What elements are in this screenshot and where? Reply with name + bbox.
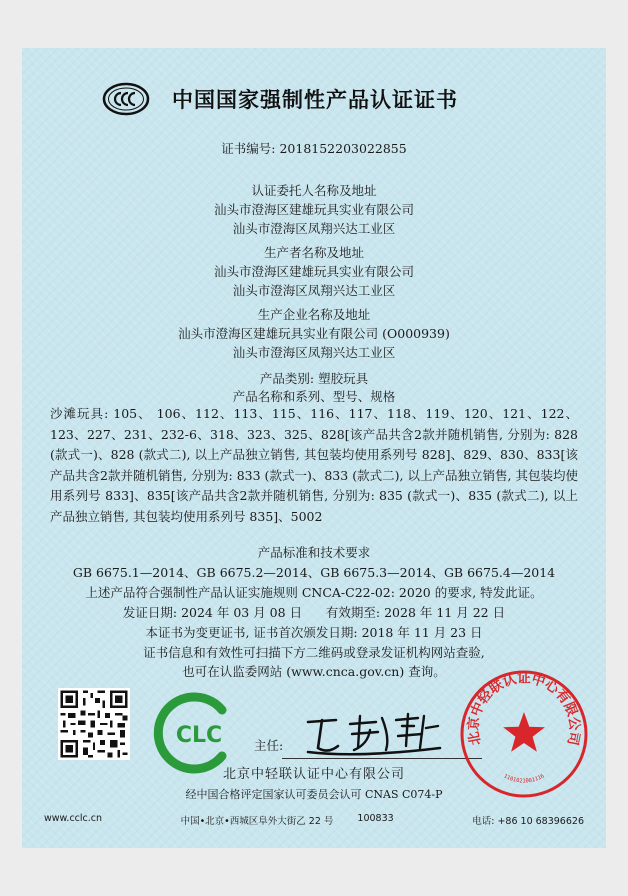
clc-logo <box>152 688 242 778</box>
product-category: 产品类别: 塑胶玩具 <box>259 371 369 386</box>
footer-postcode: 100833 <box>357 813 394 824</box>
qr-code[interactable] <box>58 688 130 760</box>
query-note: 证书信息和有效性可扫描下方二维码或登录发证机构网站查验, <box>143 645 485 660</box>
accreditation: 经中国合格评定国家认可委员会认可 CNAS C074-P <box>185 788 443 801</box>
seal-code: 1101021001116 <box>502 773 546 785</box>
query-note-cnca: 也可在认监委网站 (www.cnca.gov.cn) 查询。 <box>182 664 446 679</box>
client-heading: 认证委托人名称及地址 <box>251 183 377 198</box>
footer-address: 中国•北京•西城区阜外大街乙 22 号 <box>180 816 334 827</box>
ccc-logo <box>102 82 150 116</box>
official-seal <box>458 668 590 800</box>
certificate <box>22 48 606 848</box>
signature-label: 主任: <box>254 738 284 753</box>
issuing-body: 北京中轻联认证中心有限公司 <box>222 767 405 782</box>
clc-logo-text: CLC <box>175 723 223 748</box>
certificate-number: 证书编号: 2018152203022855 <box>221 141 407 156</box>
compliance-statement: 上述产品符合强制性产品认证实施规则 CNCA-C22-02: 2020 的要求, 特发此证。 <box>85 585 543 600</box>
footer-phone: 电话: +86 10 68396626 <box>472 816 584 827</box>
factory-heading: 生产企业名称及地址 <box>257 307 371 322</box>
footer <box>44 813 584 827</box>
product-heading: 产品名称和系列、型号、规格 <box>232 389 396 404</box>
factory-address: 汕头市澄海区凤翔兴达工业区 <box>232 345 396 360</box>
client-address: 汕头市澄海区凤翔兴达工业区 <box>232 221 396 236</box>
standards-heading: 产品标准和技术要求 <box>257 545 371 560</box>
factory-name: 汕头市澄海区建雄玩具实业有限公司 (O000939) <box>178 326 450 341</box>
signature-line <box>282 758 482 759</box>
manufacturer-name: 汕头市澄海区建雄玩具实业有限公司 <box>213 264 414 279</box>
client-name: 汕头市澄海区建雄玩具实业有限公司 <box>213 202 414 217</box>
change-note: 本证书为变更证书, 证书首次颁发日期: 2018 年 11 月 23 日 <box>145 625 483 640</box>
manufacturer-address: 汕头市澄海区凤翔兴达工业区 <box>232 283 396 298</box>
director-signature <box>298 708 448 760</box>
standards-list: GB 6675.1—2014、GB 6675.2—2014、GB 6675.3—2014、GB 6675.4—2014 <box>72 565 556 580</box>
footer-address-block <box>181 813 394 827</box>
manufacturer-heading: 生产者名称及地址 <box>263 245 364 260</box>
seal-arc-text: 北京中轻联认证中心有限公司 <box>465 670 583 747</box>
certificate-title: 中国国家强制性产品认证证书 <box>172 88 458 112</box>
footer-website[interactable]: www.cclc.cn <box>44 813 103 824</box>
issue-validity-dates: 发证日期: 2024 年 03 月 08 日 有效期至: 2028 年 11 月 22 日 <box>122 605 506 620</box>
product-list: 沙滩玩具: 105、 106、112、113、115、116、117、118、119、120、121、122、123、227、231、232-6、318、323、325、828[该产品共含2款并随机销售, 分别为: 828 (款式一)、828 (款式二), 以上产品独立销售, 其包装均使用系列号 828]、829、830、833[该产品共含2款并随机销售, 分别为: 833 (款式一)、833 (款式二), 以上产品独立销售, 其包装均使用系列号 833]、835[该产品共含2款并随机销售, 分别为: 835 (款式一)、835 (款式二), 以上产品独立销售, 其包装均使用系列号 835]、5002 <box>50 406 578 524</box>
